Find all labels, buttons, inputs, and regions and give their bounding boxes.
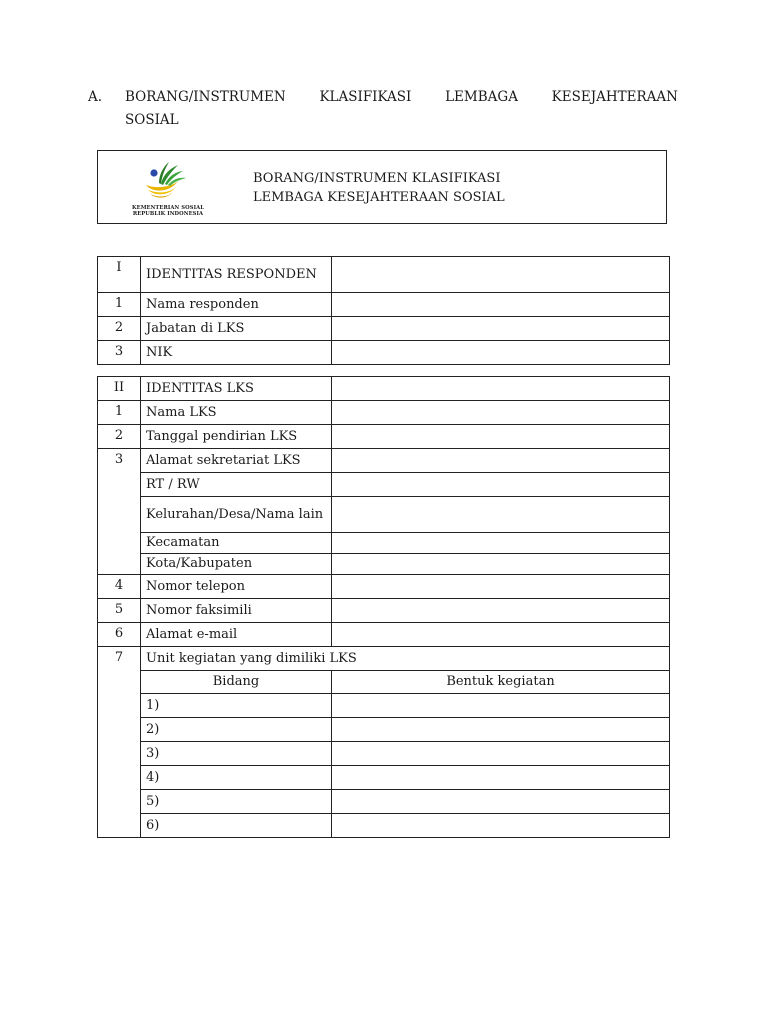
- form-title: [253, 169, 505, 207]
- bidang-item[interactable]: 4): [141, 766, 332, 790]
- row-label: Jabatan di LKS: [141, 317, 332, 341]
- bidang-item[interactable]: 3): [141, 742, 332, 766]
- answer-field[interactable]: [332, 554, 670, 575]
- row-label: Nomor faksimili: [141, 599, 332, 623]
- row-label: Alamat sekretariat LKS: [141, 449, 332, 473]
- column-header-bidang: Bidang: [141, 671, 332, 694]
- answer-field[interactable]: [332, 599, 670, 623]
- heading-word: LEMBAGA: [445, 89, 518, 105]
- form-header-box: [97, 150, 667, 224]
- row-number: 3: [98, 449, 141, 575]
- row-label: RT / RW: [141, 473, 332, 497]
- unit-kegiatan-title: Unit kegiatan yang dimiliki LKS: [141, 647, 670, 671]
- bidang-item[interactable]: 2): [141, 718, 332, 742]
- section-number: II: [98, 377, 141, 401]
- section-number: I: [98, 257, 141, 293]
- heading-title-line: [125, 86, 678, 109]
- row-number: 1: [98, 401, 141, 425]
- answer-field[interactable]: [332, 497, 670, 533]
- row-number: 7: [98, 647, 141, 838]
- answer-field[interactable]: [332, 473, 670, 497]
- answer-field[interactable]: [332, 449, 670, 473]
- row-number: 5: [98, 599, 141, 623]
- bentuk-kegiatan-field[interactable]: [332, 694, 670, 718]
- row-label: Nama LKS: [141, 401, 332, 425]
- section-title: IDENTITAS LKS: [141, 377, 332, 401]
- heading-word: BORANG/INSTRUMEN: [125, 89, 286, 105]
- row-number: 2: [98, 317, 141, 341]
- row-label: Kelurahan/Desa/Nama lain: [141, 497, 332, 533]
- kemensos-emblem-icon: [128, 159, 208, 205]
- row-label: Alamat e-mail: [141, 623, 332, 647]
- identitas-responden-table: [97, 256, 670, 365]
- answer-field[interactable]: [332, 293, 670, 317]
- row-label: Nama responden: [141, 293, 332, 317]
- bentuk-kegiatan-field[interactable]: [332, 718, 670, 742]
- row-number: 2: [98, 425, 141, 449]
- logo-line1: KEMENTERIAN SOSIAL: [132, 205, 204, 211]
- row-label: Kecamatan: [141, 533, 332, 554]
- row-number: 4: [98, 575, 141, 599]
- identitas-lks-table: [97, 376, 670, 838]
- column-header-bentuk-kegiatan: Bentuk kegiatan: [332, 671, 670, 694]
- form-title-line1: BORANG/INSTRUMEN KLASIFIKASI: [253, 171, 501, 186]
- row-number: 6: [98, 623, 141, 647]
- bentuk-kegiatan-field[interactable]: [332, 814, 670, 838]
- answer-field[interactable]: [332, 401, 670, 425]
- heading-word: KESEJAHTERAAN: [551, 89, 678, 105]
- row-label: Nomor telepon: [141, 575, 332, 599]
- answer-field[interactable]: [332, 257, 670, 293]
- bentuk-kegiatan-field[interactable]: [332, 742, 670, 766]
- logo-line2: REPUBLIK INDONESIA: [132, 211, 204, 217]
- bidang-item[interactable]: 1): [141, 694, 332, 718]
- bidang-item[interactable]: 5): [141, 790, 332, 814]
- answer-field[interactable]: [332, 377, 670, 401]
- row-label: Kota/Kabupaten: [141, 554, 332, 575]
- row-label: NIK: [141, 341, 332, 365]
- heading-word: KLASIFIKASI: [319, 89, 412, 105]
- answer-field[interactable]: [332, 623, 670, 647]
- answer-field[interactable]: [332, 575, 670, 599]
- heading-number: A.: [88, 89, 103, 105]
- bidang-item[interactable]: 6): [141, 814, 332, 838]
- row-number: 1: [98, 293, 141, 317]
- section-title: IDENTITAS RESPONDEN: [141, 257, 332, 293]
- form-title-line2: LEMBAGA KESEJAHTERAAN SOSIAL: [253, 190, 505, 205]
- answer-field[interactable]: [332, 425, 670, 449]
- bentuk-kegiatan-field[interactable]: [332, 766, 670, 790]
- row-label: Tanggal pendirian LKS: [141, 425, 332, 449]
- kemensos-logo: [128, 159, 208, 219]
- heading-continuation: SOSIAL: [125, 112, 179, 128]
- row-number: 3: [98, 341, 141, 365]
- answer-field[interactable]: [332, 341, 670, 365]
- bentuk-kegiatan-field[interactable]: [332, 790, 670, 814]
- answer-field[interactable]: [332, 317, 670, 341]
- answer-field[interactable]: [332, 533, 670, 554]
